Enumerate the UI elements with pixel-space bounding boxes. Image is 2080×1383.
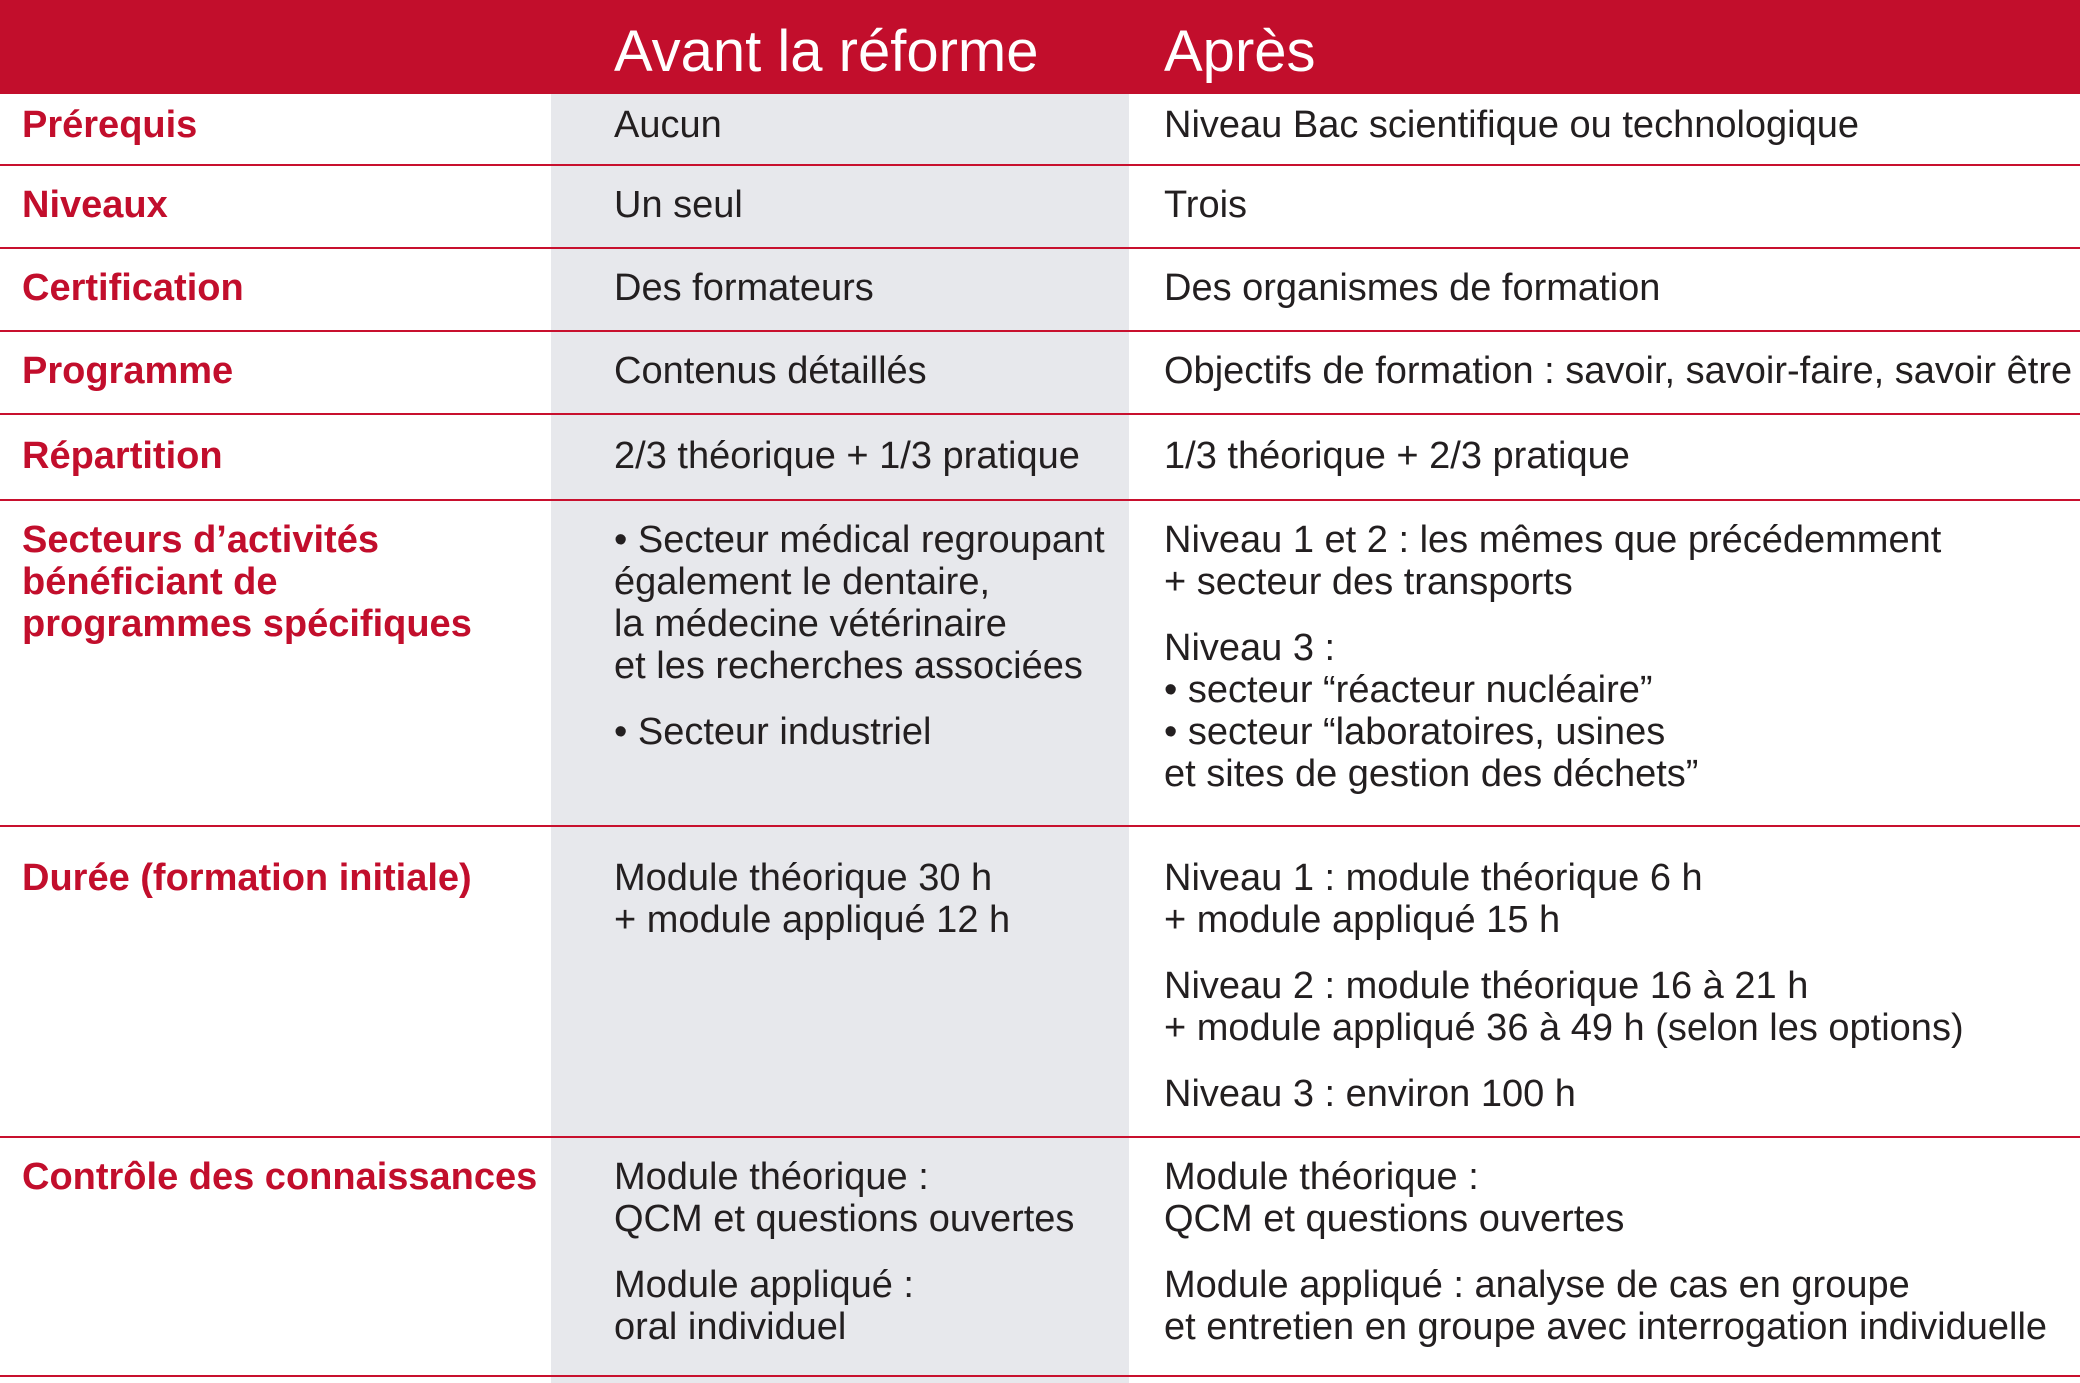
cell-paragraph (1164, 1156, 2047, 1240)
row-label: Certification (22, 267, 244, 309)
cell-line: Module théorique : (1164, 1156, 1479, 1198)
cell-paragraph (1164, 857, 1964, 941)
cell-avant (614, 1156, 1074, 1348)
cell-avant: 2/3 théorique + 1/3 pratique (614, 435, 1080, 477)
cell-line: • Secteur industriel (614, 711, 932, 753)
cell-avant: Des formateurs (614, 267, 874, 309)
cell-paragraph (1164, 965, 1964, 1049)
cell-line: Module théorique : (614, 1156, 929, 1198)
table-row-certification (0, 249, 2080, 332)
cell-line: et les recherches associées (614, 645, 1083, 687)
cell-line: Module appliqué : analyse de cas en groupe (1164, 1264, 1910, 1306)
header-apres: Après (1164, 19, 1316, 84)
cell-paragraph (1164, 1264, 2047, 1348)
row-label: Durée (formation initiale) (22, 857, 472, 899)
table-row-duree (0, 827, 2080, 1138)
cell-paragraph (614, 1156, 1074, 1240)
cell-apres (1164, 519, 1941, 795)
cell-line: + secteur des transports (1164, 561, 1573, 603)
row-label-line: bénéficiant de (22, 561, 278, 603)
cell-paragraph (614, 711, 1105, 753)
cell-apres: Niveau Bac scientifique ou technologique (1164, 104, 1860, 146)
cell-apres: 1/3 théorique + 2/3 pratique (1164, 435, 1630, 477)
cell-line: + module appliqué 12 h (614, 899, 1011, 941)
cell-avant (614, 519, 1105, 753)
cell-line: • Secteur médical regroupant (614, 519, 1105, 561)
cell-line: Module appliqué : (614, 1264, 914, 1306)
cell-line: Niveau 3 : environ 100 h (1164, 1073, 1576, 1115)
cell-line: Module théorique 30 h (614, 857, 993, 899)
cell-line: et sites de gestion des déchets” (1164, 753, 1699, 795)
row-label: Contrôle des connaissances (22, 1156, 538, 1198)
cell-line: QCM et questions ouvertes (614, 1198, 1075, 1240)
row-divider (0, 1375, 2080, 1377)
cell-apres (1164, 857, 1964, 1115)
cell-line: Niveau 3 : (1164, 627, 1336, 669)
cell-avant: Aucun (614, 104, 722, 146)
cell-apres (1164, 1156, 2047, 1348)
cell-paragraph (1164, 519, 1941, 603)
cell-paragraph (1164, 627, 1941, 795)
row-label: Programme (22, 350, 234, 392)
cell-avant (614, 857, 1010, 941)
cell-line: + module appliqué 15 h (1164, 899, 1561, 941)
row-label: Répartition (22, 435, 223, 477)
cell-paragraph (614, 857, 1010, 941)
cell-line: Niveau 2 : module théorique 16 à 21 h (1164, 965, 1809, 1007)
table-row-prerequis (0, 94, 2080, 166)
row-label (22, 519, 472, 645)
cell-paragraph (1164, 1073, 1964, 1115)
cell-line: QCM et questions ouvertes (1164, 1198, 1625, 1240)
table-row-repartition (0, 415, 2080, 501)
cell-line: oral individuel (614, 1306, 847, 1348)
cell-apres: Des organismes de formation (1164, 267, 1661, 309)
row-label: Niveaux (22, 184, 168, 226)
cell-line: • secteur “réacteur nucléaire” (1164, 669, 1653, 711)
cell-apres: Trois (1164, 184, 1248, 226)
cell-line: Niveau 1 et 2 : les mêmes que précédemment (1164, 519, 1942, 561)
cell-line: Niveau 1 : module théorique 6 h (1164, 857, 1703, 899)
cell-line: et entretien en groupe avec interrogation individuelle (1164, 1306, 2048, 1348)
header-avant-la-reforme: Avant la réforme (614, 19, 1039, 84)
cell-line: également le dentaire, (614, 561, 991, 603)
row-label-line: Secteurs d’activités (22, 519, 379, 561)
cell-line: la médecine vétérinaire (614, 603, 1007, 645)
table-row-controle (0, 1138, 2080, 1383)
cell-line: + module appliqué 36 à 49 h (selon les options) (1164, 1007, 1964, 1049)
cell-avant: Contenus détaillés (614, 350, 927, 392)
table-row-programme (0, 332, 2080, 415)
cell-apres: Objectifs de formation : savoir, savoir-faire, savoir être (1164, 350, 2073, 392)
cell-paragraph (614, 1264, 1074, 1348)
row-label-line: programmes spécifiques (22, 603, 472, 645)
cell-avant: Un seul (614, 184, 743, 226)
table-header (0, 0, 2080, 94)
table-row-secteurs (0, 501, 2080, 827)
row-label: Prérequis (22, 104, 198, 146)
cell-paragraph (614, 519, 1105, 687)
table-row-niveaux (0, 166, 2080, 249)
cell-line: • secteur “laboratoires, usines (1164, 711, 1666, 753)
